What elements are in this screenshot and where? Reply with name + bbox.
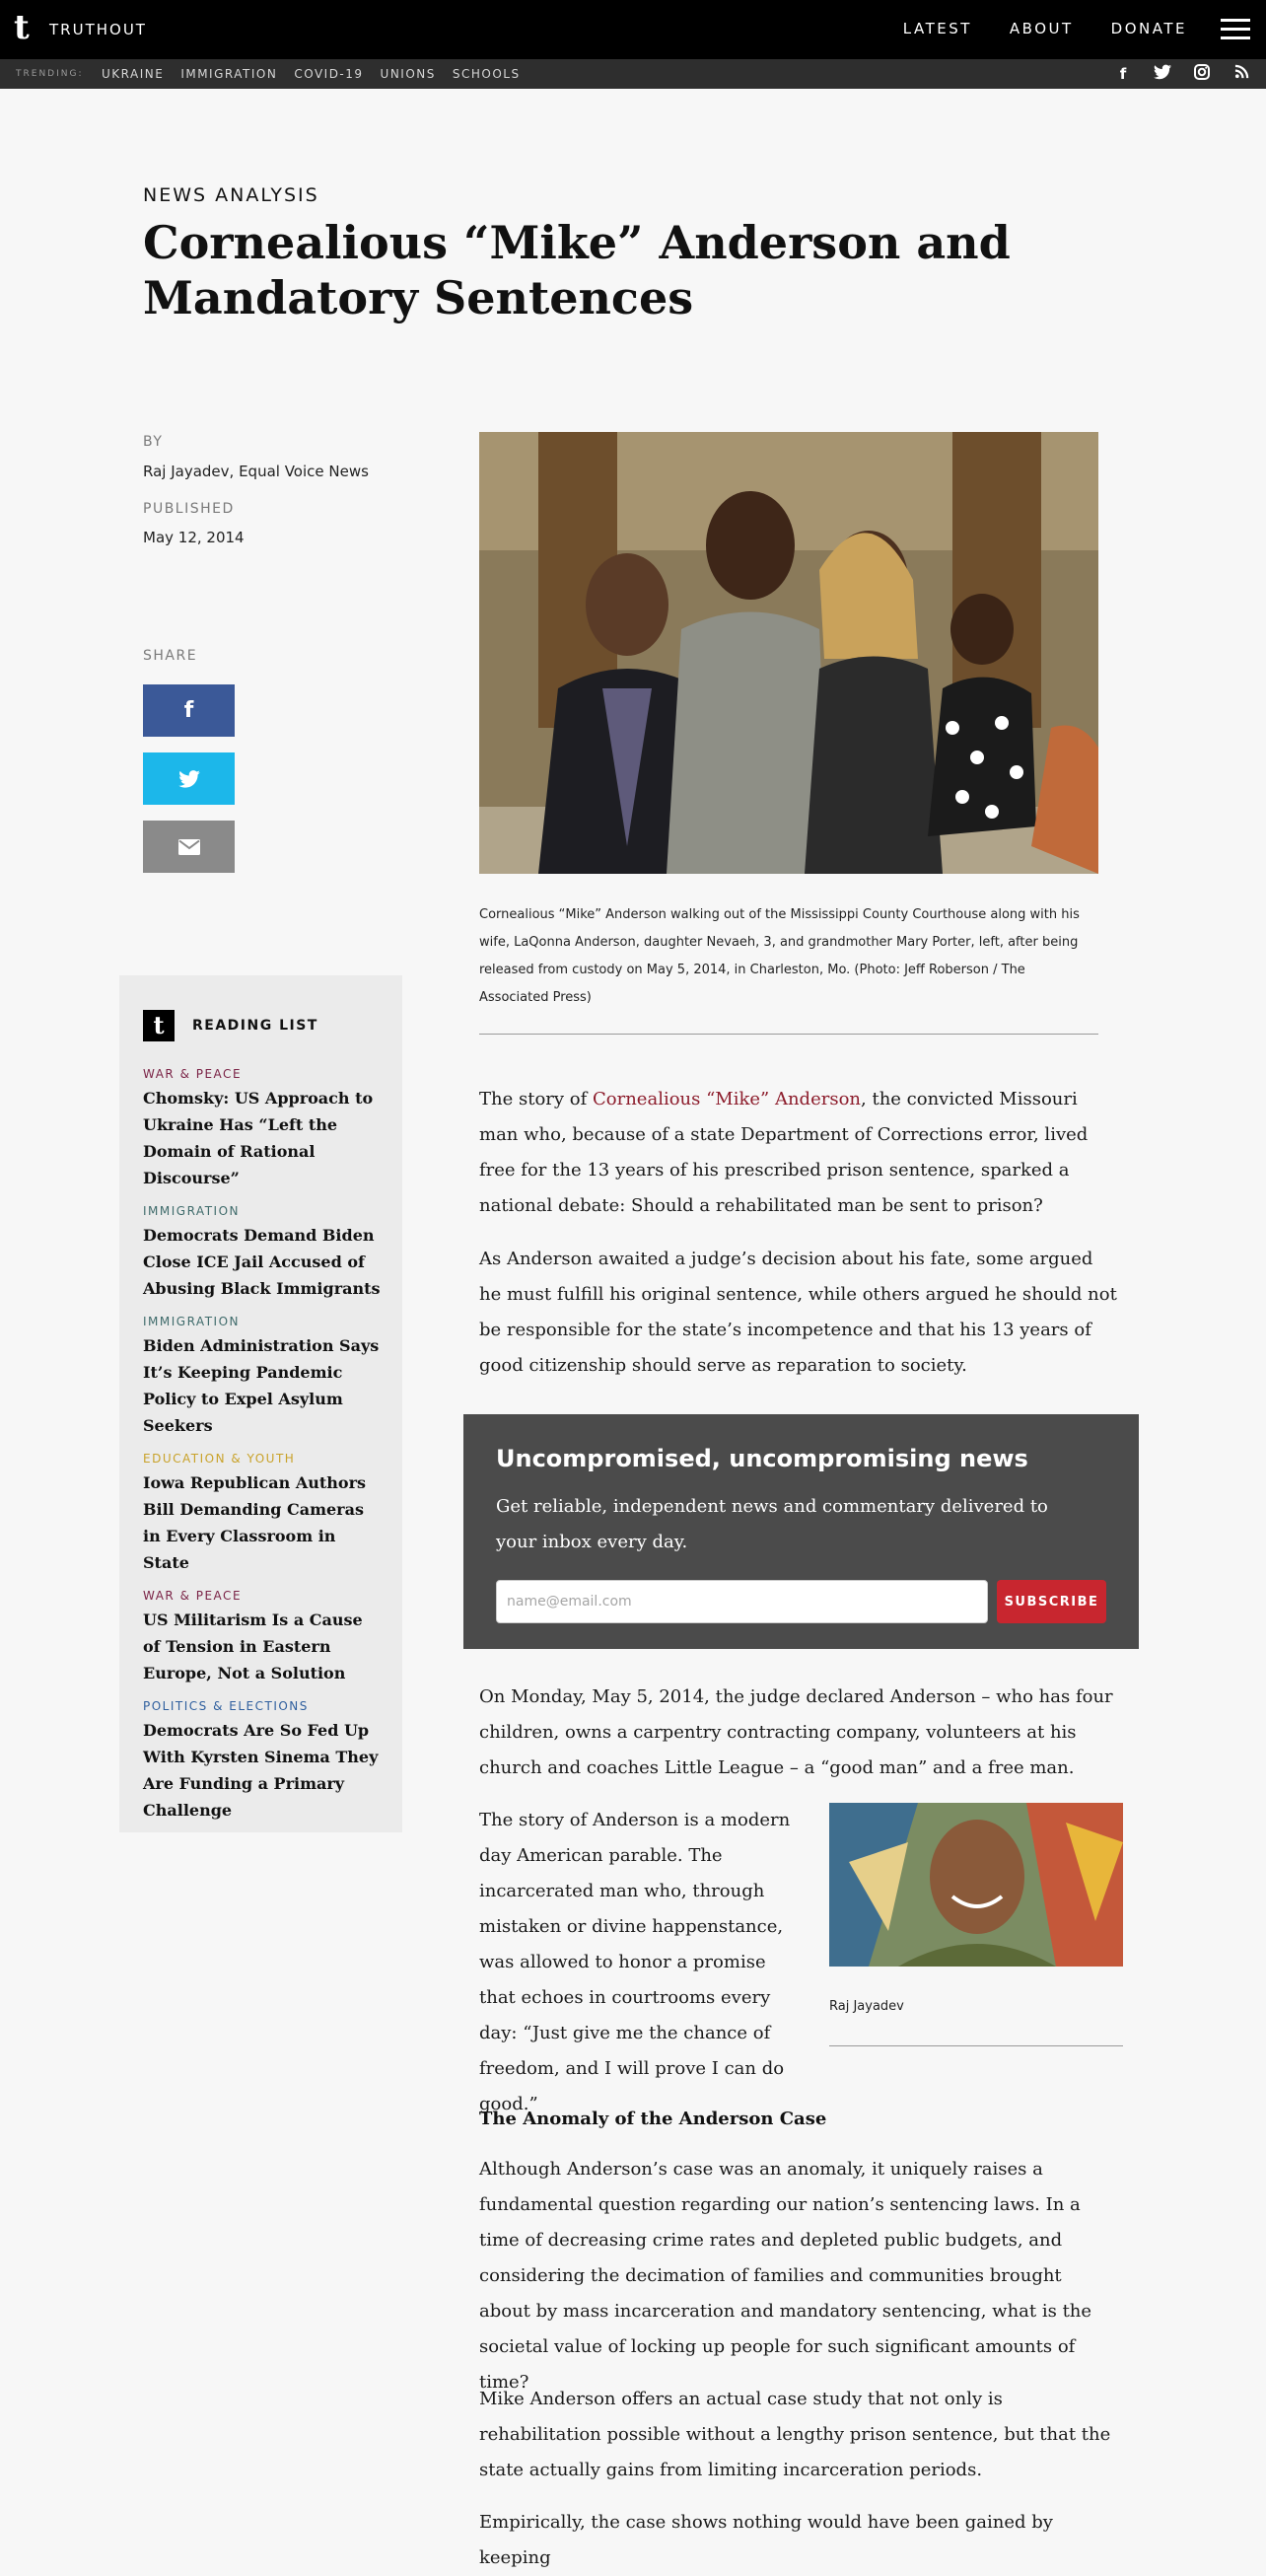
envelope-icon — [178, 839, 200, 855]
subscribe-button[interactable]: SUBSCRIBE — [997, 1580, 1106, 1623]
reading-list-title: READING LIST — [192, 1018, 318, 1034]
category-label[interactable]: IMMIGRATION — [143, 1204, 241, 1218]
photo-divider — [829, 2045, 1123, 2046]
article-paragraph: On Monday, May 5, 2014, the judge declared Anderson – who has four children, owns a carpentry contracting company, volunteers at his church and coaches Little League – a “good man” and a free man. — [479, 1686, 1113, 1778]
author-photo — [829, 1803, 1123, 1967]
nav-about[interactable]: ABOUT — [1009, 20, 1074, 37]
category-label[interactable]: WAR & PEACE — [143, 1067, 243, 1081]
list-item-headline[interactable]: Biden Administration Says It’s Keeping Pandemic Policy to Expel Asylum Seekers — [143, 1336, 380, 1435]
share-twitter-button[interactable] — [143, 752, 235, 805]
trending-item[interactable]: SCHOOLS — [452, 67, 521, 81]
trending-item[interactable]: UNIONS — [380, 67, 436, 81]
author-photo-caption: Raj Jayadev — [829, 1999, 904, 2014]
trending-list — [102, 66, 521, 82]
menu-icon[interactable] — [1221, 19, 1250, 40]
instagram-icon[interactable] — [1193, 64, 1211, 84]
article-paragraph: Mike Anderson offers an actual case study that not only is rehabilitation possible without a lengthy prison sentence, but that the state actually gains from limiting incarceration periods. — [479, 2389, 1111, 2480]
twitter-icon[interactable] — [1154, 64, 1171, 84]
truthout-logo: t — [143, 1010, 175, 1041]
list-item-headline[interactable]: Democrats Are So Fed Up With Kyrsten Sinema They Are Funding a Primary Challenge — [143, 1721, 379, 1820]
list-item-headline[interactable]: Democrats Demand Biden Close ICE Jail Accused of Abusing Black Immigrants — [143, 1226, 381, 1298]
nav-latest[interactable]: LATEST — [902, 20, 972, 37]
list-item[interactable] — [143, 1451, 385, 1576]
author-name[interactable]: Raj Jayadev, Equal Voice News — [143, 463, 369, 480]
newsletter-title: Uncompromised, uncompromising news — [496, 1445, 1028, 1472]
newsletter-signup — [463, 1414, 1139, 1649]
reading-list-items — [143, 1066, 385, 1835]
facebook-icon: f — [183, 698, 194, 723]
published-label: PUBLISHED — [143, 501, 235, 517]
paragraph-text: , the convicted Missouri man who, because of a state Department of Corrections error, lived free for the 13 years of his prescribed prison sentence, sparked a national debate: Should a rehabilitated man be sent to prison? — [479, 1089, 1089, 1216]
newsletter-text: Get reliable, independent news and commentary delivered to your inbox every day. — [496, 1496, 1048, 1552]
anderson-link[interactable]: Cornealious “Mike” Anderson — [593, 1089, 862, 1109]
trending-item[interactable]: COVID-19 — [294, 67, 364, 81]
list-item-headline[interactable]: US Militarism Is a Cause of Tension in Eastern Europe, Not a Solution — [143, 1610, 363, 1682]
site-name[interactable]: TRUTHOUT — [49, 21, 147, 38]
category-label[interactable]: POLITICS & ELECTIONS — [143, 1699, 309, 1713]
list-item[interactable] — [143, 1203, 385, 1302]
nav-donate[interactable]: DONATE — [1110, 20, 1187, 37]
article-kicker: NEWS ANALYSIS — [143, 184, 319, 206]
article-paragraph: Empirically, the case shows nothing would have been gained by keeping — [479, 2512, 1053, 2568]
twitter-icon — [178, 770, 200, 788]
list-item[interactable] — [143, 1066, 385, 1191]
article-paragraph — [479, 1082, 1118, 1224]
truthout-logo[interactable]: t — [14, 8, 30, 47]
list-item[interactable] — [143, 1698, 385, 1824]
share-email-button[interactable] — [143, 821, 235, 873]
article-paragraph: As Anderson awaited a judge’s decision about his fate, some argued he must fulfill his original sentence, while others argued he should not be responsible for the state’s incompetence and that his 13 years of good citizenship should serve as reparation to society. — [479, 1249, 1117, 1376]
trending-item[interactable]: IMMIGRATION — [180, 67, 278, 81]
article-paragraph: Although Anderson’s case was an anomaly, it uniquely raises a fundamental question regarding our nation’s sentencing laws. In a time of decreasing crime rates and depleted public budgets, and considering the decimation of families and communities brought about by mass incarceration and mandatory sentencing, what is the societal value of locking up people for such significant amounts of time? — [479, 2159, 1092, 2393]
paragraph-text: The story of — [479, 1089, 593, 1109]
trending-item[interactable]: UKRAINE — [102, 67, 165, 81]
section-heading: The Anomaly of the Anderson Case — [479, 2109, 827, 2129]
trending-bar — [0, 59, 1266, 89]
share-label: SHARE — [143, 648, 198, 664]
site-header — [0, 0, 1266, 59]
category-label[interactable]: IMMIGRATION — [143, 1315, 241, 1328]
article-title: Cornealious “Mike” Anderson and Mandatory Sentences — [143, 216, 1011, 324]
article-paragraph: The story of Anderson is a modern day American parable. The incarcerated man who, through mistaken or divine happenstance, was allowed to honor a promise that echoes in courtrooms every day: “Just give me the chance of freedom, and I will prove I can do good.” — [479, 1810, 791, 2114]
list-item[interactable] — [143, 1314, 385, 1439]
caption-divider — [479, 1034, 1098, 1035]
rss-icon[interactable] — [1232, 64, 1250, 84]
byline-label: BY — [143, 434, 164, 450]
share-facebook-button[interactable] — [143, 684, 235, 737]
hero-caption: Cornealious “Mike” Anderson walking out of the Mississippi County Courthouse along with his wife, LaQonna Anderson, daughter Nevaeh, 3, and grandmother Mary Porter, left, after being released from custody on May 5, 2014, in Charleston, Mo. (Photo: Jeff Roberson / The Associated Press) — [479, 907, 1080, 1005]
publish-date: May 12, 2014 — [143, 529, 245, 546]
email-field[interactable] — [496, 1580, 988, 1623]
main-nav — [903, 19, 1187, 38]
category-label[interactable]: WAR & PEACE — [143, 1589, 243, 1603]
list-item[interactable] — [143, 1588, 385, 1686]
social-links — [1114, 64, 1250, 84]
trending-label: TRENDING: — [16, 69, 84, 79]
hero-photo — [479, 432, 1098, 874]
list-item-headline[interactable]: Iowa Republican Authors Bill Demanding Cameras in Every Classroom in State — [143, 1473, 366, 1572]
reading-list — [119, 975, 402, 1832]
category-label[interactable]: EDUCATION & YOUTH — [143, 1452, 296, 1466]
list-item-headline[interactable]: Chomsky: US Approach to Ukraine Has “Left the Domain of Rational Discourse” — [143, 1089, 374, 1187]
facebook-icon[interactable]: f — [1119, 65, 1127, 83]
